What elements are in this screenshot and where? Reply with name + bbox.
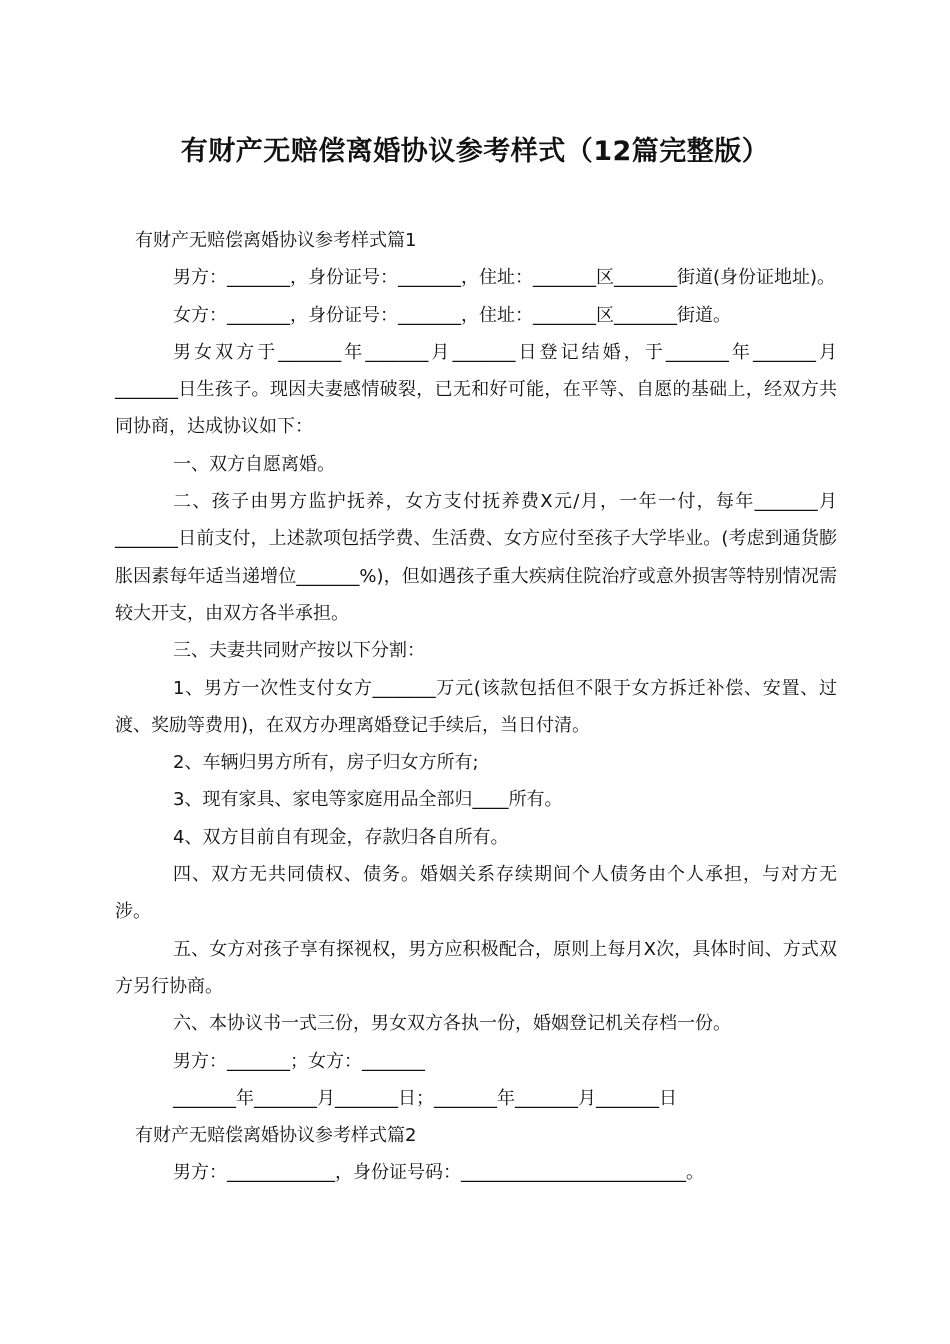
- paragraph: 男女双方于_______年_______月_______日登记结婚，于_______年_______月_______日生孩子。现因夫妻感情破裂，已无和好可能，在平等、自愿的基础上，经双方共同协商，达成协议如下：: [115, 341, 837, 438]
- paragraph: 女方：_______，身份证号：_______，住址：_______区_______街道。: [173, 304, 731, 326]
- paragraph: 六、本协议书一式三份，男女双方各执一份，婚姻登记机关存档一份。: [173, 1013, 731, 1035]
- paragraph: 男方：_______，身份证号：_______，住址：_______区_______街道(身份证地址)。: [173, 267, 836, 289]
- paragraph: 二、孩子由男方监护抚养，女方支付抚养费X元/月，一年一付，每年_______月_______日前支付，上述款项包括学费、生活费、女方应付至孩子大学毕业。(考虑到通货膨胀因素每年适当递增位_______%)，但如遇孩子重大疾病住院治疗或意外损害等特别情况需较大开支，由双方各半承担。: [115, 491, 837, 624]
- paragraph: _______年_______月_______日；_______年_______月_______日: [173, 1087, 677, 1109]
- section-heading: 有财产无赔偿离婚协议参考样式篇2: [135, 1125, 417, 1147]
- paragraph: 五、女方对孩子享有探视权，男方应积极配合，原则上每月X次，具体时间、方式双方另行协商。: [115, 938, 837, 997]
- paragraph: 一、双方自愿离婚。: [173, 453, 335, 475]
- paragraph: 男方：_______；女方：_______: [173, 1050, 425, 1072]
- paragraph: 三、夫妻共同财产按以下分割：: [173, 640, 425, 662]
- paragraph: 四、双方无共同债权、债务。婚姻关系存续期间个人债务由个人承担，与对方无涉。: [115, 864, 837, 923]
- paragraph: 4、双方目前自有现金，存款归各自所有。: [173, 826, 509, 848]
- paragraph: 3、现有家具、家电等家庭用品全部归____所有。: [173, 789, 563, 811]
- document-title: 有财产无赔偿离婚协议参考样式（12篇完整版）: [180, 136, 770, 167]
- paragraph: 2、车辆归男方所有，房子归女方所有;: [173, 752, 479, 774]
- paragraph: 男方：____________，身份证号码：_________________________。: [173, 1162, 704, 1184]
- document-body: [115, 222, 837, 1192]
- paragraph: 1、男方一次性支付女方_______万元(该款包括但不限于女方拆迁补偿、安置、过渡、奖励等费用)，在双方办理离婚登记手续后，当日付清。: [115, 677, 837, 736]
- section-heading: 有财产无赔偿离婚协议参考样式篇1: [135, 230, 417, 251]
